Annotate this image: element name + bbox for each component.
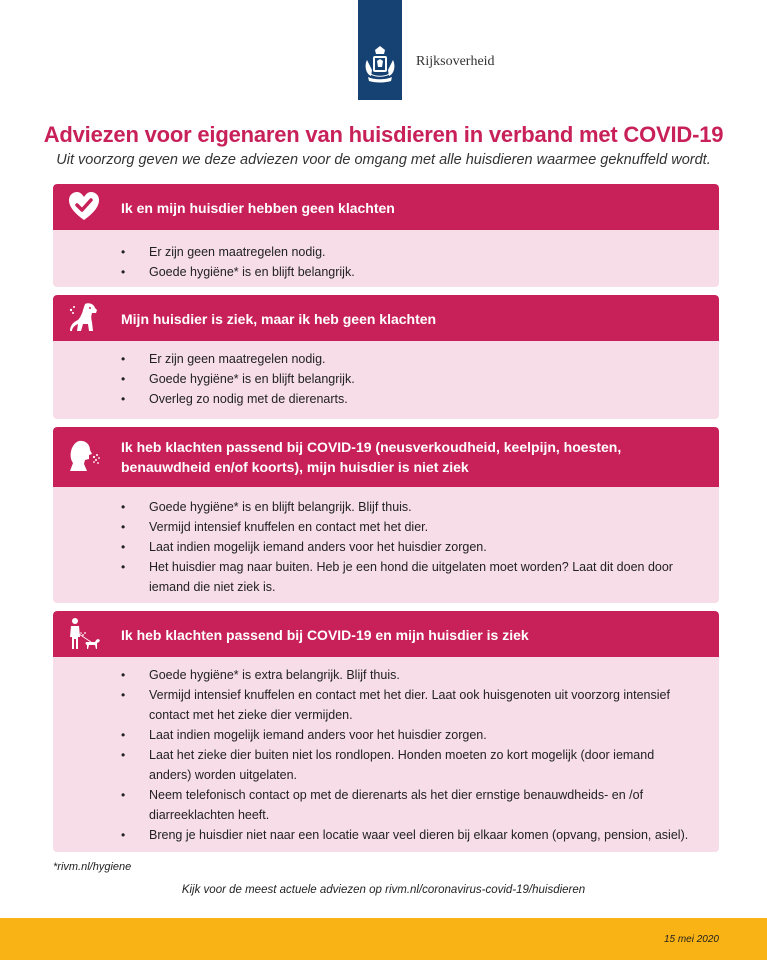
footer-bar (0, 918, 767, 960)
sneezing-person-icon (67, 439, 101, 473)
list-item: • Vermijd intensief knuffelen en contact met het dier. (53, 517, 719, 537)
list-item: • Overleg zo nodig met de dierenarts. (53, 389, 719, 409)
advice-card-1 (53, 184, 719, 287)
card-body (53, 341, 719, 409)
card-heading: Ik en mijn huisdier hebben geen klachten (121, 200, 395, 216)
card-header (53, 427, 719, 487)
advice-card-2 (53, 295, 719, 419)
card-body (53, 657, 719, 845)
list-item: • Goede hygiëne* is en blijft belangrijk. (53, 369, 719, 389)
heart-icon (67, 190, 101, 224)
card-header (53, 184, 719, 230)
list-item: • Goede hygiëne* is en blijft belangrijk. (53, 262, 719, 282)
dog-icon (67, 300, 101, 334)
list-item: • Laat indien mogelijk iemand anders voor het huisdier zorgen. (53, 537, 719, 557)
list-item: • Het huisdier mag naar buiten. Heb je een hond die uitgelaten moet worden? Laat dit doen door iemand die niet ziek is. (53, 557, 719, 597)
page-subtitle: Uit voorzorg geven we deze adviezen voor de omgang met alle huisdieren waarmee geknuffeld wordt. (56, 152, 711, 168)
person-walking-dog-icon (67, 617, 101, 651)
card-body (53, 230, 719, 282)
logo-wordmark: Rijksoverheid (416, 54, 495, 69)
list-item: • Vermijd intensief knuffelen en contact met het dier. Laat ook huisgenoten uit voorzorg intensief contact met het zieke dier vermijden. (53, 685, 719, 725)
card-heading: Ik heb klachten passend bij COVID-19 (neusverkoudheid, keelpijn, hoesten, benauwdheid en/of koorts), mijn huisdier is niet ziek (121, 439, 622, 475)
card-header (53, 295, 719, 341)
page-title: Adviezen voor eigenaren van huisdieren in verband met COVID-19 (43, 122, 724, 147)
card-header (53, 611, 719, 657)
list-item: • Laat het zieke dier buiten niet los rondlopen. Honden moeten zo kort mogelijk (door iemand anders) worden uitgelaten. (53, 745, 719, 785)
publication-date: 15 mei 2020 (663, 934, 719, 945)
more-info-text: Kijk voor de meest actuele adviezen op rivm.nl/coronavirus-covid-19/huisdieren (181, 884, 586, 896)
card-body (53, 487, 719, 597)
advice-card-3 (53, 427, 719, 603)
logo-bar (358, 0, 402, 100)
list-item: • Goede hygiëne* is extra belangrijk. Blijf thuis. (53, 665, 719, 685)
footnote: *rivm.nl/hygiene (53, 861, 132, 873)
list-item: • Laat indien mogelijk iemand anders voor het huisdier zorgen. (53, 725, 719, 745)
list-item: • Breng je huisdier niet naar een locatie waar veel dieren bij elkaar komen (opvang, pension, asiel). (53, 825, 719, 845)
card-heading: Ik heb klachten passend bij COVID-19 en mijn huisdier is ziek (121, 627, 529, 643)
list-item: • Er zijn geen maatregelen nodig. (53, 242, 719, 262)
card-heading: Mijn huisdier is ziek, maar ik heb geen klachten (121, 311, 437, 327)
coat-of-arms-icon (362, 44, 398, 92)
list-item: • Neem telefonisch contact op met de dierenarts als het dier ernstige benauwdheids- en /of diarreeklachten heeft. (53, 785, 719, 825)
advice-card-4 (53, 611, 719, 852)
list-item: • Er zijn geen maatregelen nodig. (53, 349, 719, 369)
list-item: • Goede hygiëne* is en blijft belangrijk. Blijf thuis. (53, 497, 719, 517)
